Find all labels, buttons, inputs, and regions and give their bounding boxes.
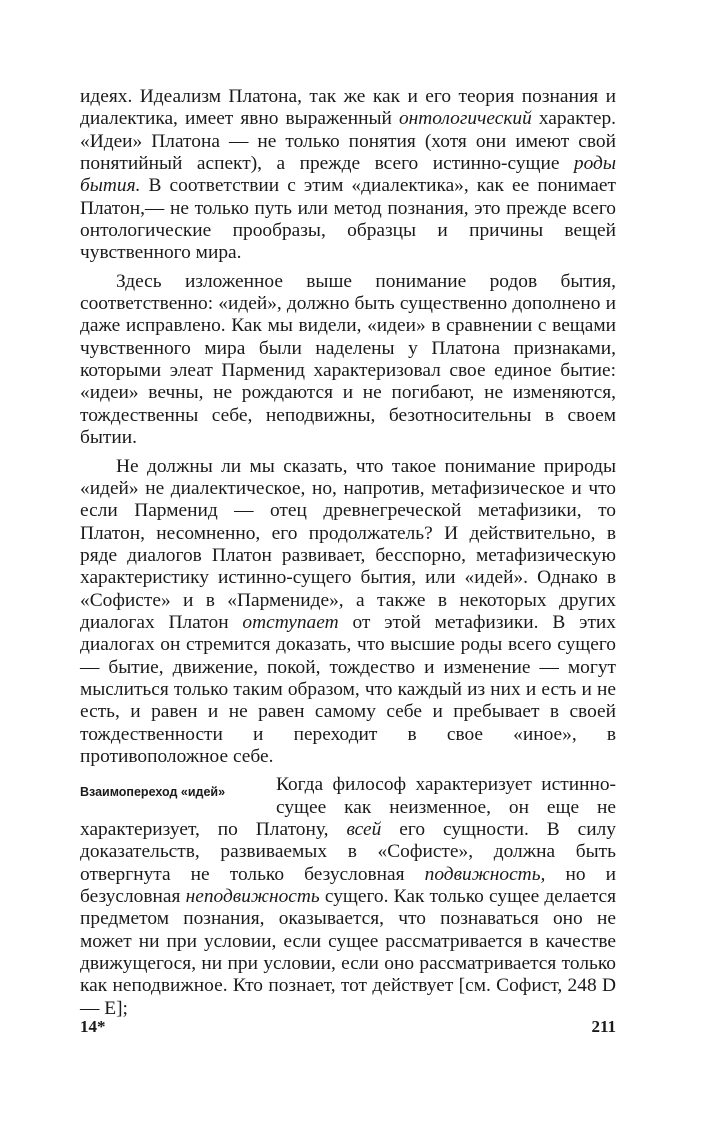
- section-emphasis: всей: [346, 819, 382, 840]
- section-text: но и безусловная: [80, 863, 616, 908]
- marginal-heading: Взаимопереход «идей»: [80, 785, 226, 800]
- section-emphasis: неподвижность: [185, 886, 320, 908]
- page-body: [80, 86, 616, 1020]
- section-paragraph: [80, 774, 616, 1020]
- paragraph-3-emphasis: отступает: [242, 611, 339, 633]
- paragraph-2-text: Здесь изложенное выше понимание родов бытия, соответственно: «идей», должно быть существенно дополнено и даже исправлено. Как мы видели, «идеи» в сравнении с вещами чувственного мира были наделены у Платона признаками, которыми элеат Парменид характеризовал свое единое бытие: «идеи» вечны, не рождаются и не погибают, не изменяются, тождественны себе, неподвижны, безотносительны в своем бытии.: [80, 270, 616, 449]
- paragraph-3-text: Не должны ли мы сказать, что такое понимание природы «идей» не диалектическое, но, напротив, метафизическое и что если Парменид — отец древнегреческой метафизики, то Платон, несомненно, его продолжатель? И действительно, в ряде диалогов Платон развивает, бесспорно, метафизическую характеристику истинно-сущего бытия, или «идей». Однако в «Софисте» и в «Пармениде», а также в некоторых других диалогах Платон: [80, 455, 616, 633]
- section-text: его сущности. В силу доказательств, развиваемых в «Софисте», должна быть отвергнута не только безусловная: [80, 819, 616, 885]
- paragraph-3: [80, 456, 616, 769]
- signature-mark: 14*: [80, 1017, 106, 1036]
- section-emphasis: подвижность,: [424, 863, 546, 885]
- paragraph-1-text: идеях. Идеализм Платона, так же как и его теория познания и диалектика, имеет явно выраженный: [80, 86, 616, 130]
- page-footer: [80, 1017, 616, 1041]
- page-number: 211: [591, 1017, 616, 1036]
- section-text: сущего. Как только сущее делается предметом познания, оказывается, что познаваться оно не может ни при условии, если сущее рассматривается в качестве движущегося, ни при условии, если оно рассматривается только как неподвижное. Кто познает, тот действует [см. Софист, 248 D — E];: [80, 886, 616, 1019]
- paragraph-1-text: В соответствии с этим «диалектика», как ее понимает Платон,— не только путь или метод познания, это прежде всего онтологические прообразы, образцы и причины вещей чувственного мира.: [80, 175, 616, 264]
- paragraph-1-emphasis: онтологический: [398, 108, 532, 130]
- paragraph-1: [80, 86, 616, 265]
- paragraph-1-emphasis: роды бытия.: [80, 153, 616, 197]
- paragraph-1-text: характер. «Идеи» Платона — не только понятия (хотя они имеют свой понятийный аспект), а прежде всего истинно-сущие: [80, 108, 616, 175]
- paragraph-2: [80, 271, 616, 450]
- section-text: Когда философ характеризует истинно-сущее как неизменное, он еще не характеризует, по Платону,: [80, 774, 616, 840]
- paragraph-3-text: от этой метафизики. В этих диалогах он стремится доказать, что высшие роды всего сущего — бытие, движение, покой, тождество и изменение — могут мыслиться только таким образом, что каждый из них и есть и не есть, и равен и не равен самому себе и пребывает в своей тождественности и переходит в свое «иное», в противоположное себе.: [80, 611, 616, 767]
- section-interchange: [80, 774, 616, 1020]
